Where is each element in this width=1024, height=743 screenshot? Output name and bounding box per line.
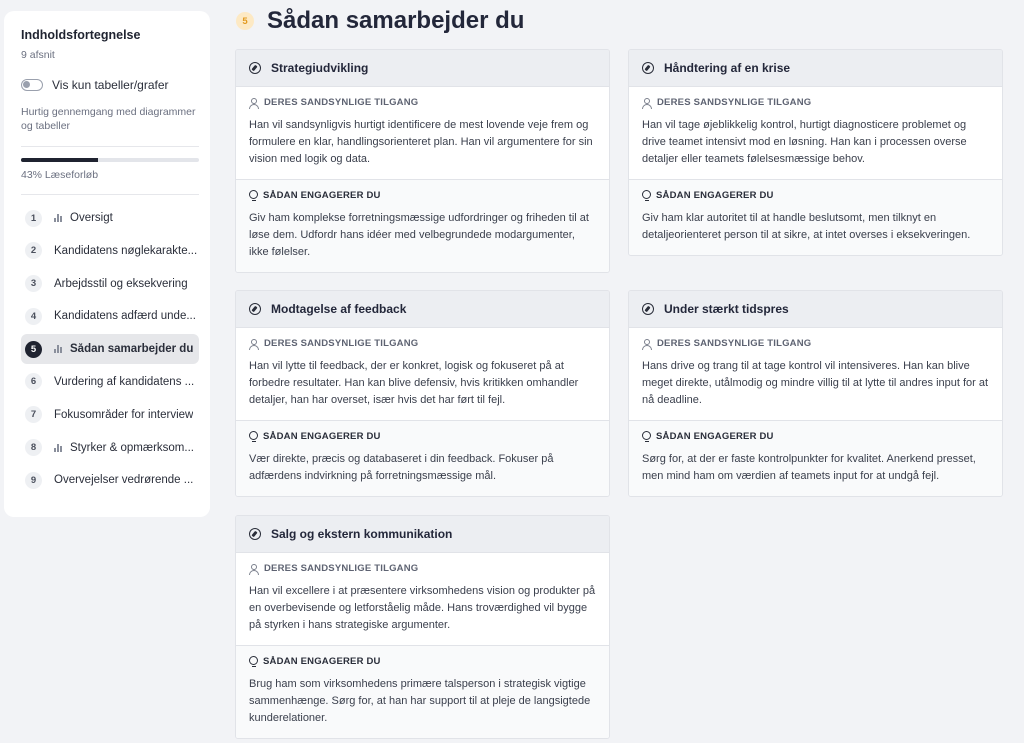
person-icon [249, 564, 258, 574]
card-title: Strategiudvikling [271, 61, 369, 75]
toc-item-9[interactable] [21, 465, 199, 495]
person-icon [642, 339, 651, 349]
engage-label: SÅDAN ENGAGERER DU [656, 190, 774, 201]
toc-item-3[interactable] [21, 269, 199, 299]
card-title: Under stærkt tidspres [664, 302, 789, 316]
toc-item-1[interactable] [21, 203, 199, 233]
toc-item-number: 3 [25, 275, 42, 292]
approach-label: DERES SANDSYNLIGE TILGANG [657, 338, 812, 349]
card-title: Modtagelse af feedback [271, 302, 407, 316]
reading-progress-bar [21, 158, 199, 162]
lightbulb-icon [249, 431, 257, 442]
engage-text: Giv ham komplekse forretningsmæssige udfordringer og friheden til at løse dem. Udfordr hans idéer med velbegrundede modargumenter, ikke følelser. [249, 212, 589, 258]
scenario-card [235, 515, 610, 739]
lightbulb-icon [249, 656, 257, 667]
toc-item-label: Kandidatens nøglekarakte... [54, 244, 198, 257]
engage-label: SÅDAN ENGAGERER DU [656, 431, 774, 442]
page-title: Sådan samarbejder du [267, 7, 525, 34]
engage-label: SÅDAN ENGAGERER DU [263, 190, 381, 201]
person-icon [249, 339, 258, 349]
card-header [236, 291, 609, 328]
bar-chart-icon [54, 345, 64, 353]
divider [21, 194, 199, 195]
bar-chart-icon [54, 444, 64, 452]
toc-section-count: 9 afsnit [21, 49, 55, 61]
approach-label: DERES SANDSYNLIGE TILGANG [264, 563, 419, 574]
engage-text: Brug ham som virksomhedens primære talsperson i strategisk vigtige sammenhænge. Sørg for, at han har support til at pleje de langsigtede kunderelationer. [249, 678, 591, 724]
toc-item-number: 1 [25, 210, 42, 227]
lightbulb-icon [642, 431, 650, 442]
toc-item-label: Overvejelser vedrørende ... [54, 474, 194, 487]
toc-item-number: 5 [25, 341, 42, 358]
approach-text: Han vil lytte til feedback, der er konkret, logisk og fokuseret på at forbedre resultater. Han kan blive defensiv, hvis kritikken omhandler detaljer, han har overset, især hvis det har ført til fejl. [249, 360, 579, 406]
approach-label-row [642, 338, 989, 349]
compass-icon [249, 62, 261, 74]
toc-item-8[interactable] [21, 433, 199, 463]
compass-icon [642, 303, 654, 315]
approach-section [236, 553, 609, 645]
engage-section [236, 420, 609, 496]
table-of-contents-sidebar [4, 11, 210, 517]
toc-item-7[interactable] [21, 400, 199, 430]
toc-item-4[interactable] [21, 301, 199, 331]
approach-label: DERES SANDSYNLIGE TILGANG [264, 97, 419, 108]
scenario-card [235, 290, 610, 497]
engage-section [236, 645, 609, 738]
tables-only-toggle-row[interactable] [21, 78, 199, 92]
toc-title: Indholdsfortegnelse [21, 28, 141, 42]
approach-text: Han vil sandsynligvis hurtigt identificere de mest lovende veje frem og formulere en klar, handlingsorienteret plan. Han vil argumentere for sin vision med logik og data. [249, 119, 593, 165]
engage-section [629, 420, 1002, 496]
approach-label: DERES SANDSYNLIGE TILGANG [657, 97, 812, 108]
toc-item-2[interactable] [21, 236, 199, 266]
approach-text: Han vil excellere i at præsentere virksomhedens vision og produkter på en overbevisende og letforståelig måde. Hans troværdighed vil bygge på styrken i hans strategiske argumenter. [249, 585, 596, 631]
reading-progress-label: 43% Læseforløb [21, 169, 99, 181]
toc-item-number: 9 [25, 472, 42, 489]
approach-label-row [642, 97, 989, 108]
engage-label: SÅDAN ENGAGERER DU [263, 656, 381, 667]
toc-item-label: Oversigt [70, 212, 113, 224]
approach-section [629, 328, 1002, 420]
engage-text: Vær direkte, præcis og databaseret i din feedback. Fokuser på adfærdens indvirkning på forretningsmæssige mål. [249, 453, 554, 482]
approach-label-row [249, 97, 596, 108]
toc-item-6[interactable] [21, 367, 199, 397]
compass-icon [642, 62, 654, 74]
engage-label: SÅDAN ENGAGERER DU [263, 431, 381, 442]
card-header [236, 516, 609, 553]
engage-section [629, 179, 1002, 255]
engage-label-row [249, 656, 596, 667]
toc-item-number: 8 [25, 439, 42, 456]
approach-label-row [249, 563, 596, 574]
toc-item-label: Kandidatens adfærd unde... [54, 310, 196, 323]
card-header [629, 291, 1002, 328]
card-header [236, 50, 609, 87]
toc-item-5[interactable] [21, 334, 199, 364]
toc-item-number: 2 [25, 242, 42, 259]
section-number-badge: 5 [236, 12, 254, 30]
engage-label-row [249, 431, 596, 442]
engage-section [236, 179, 609, 272]
toc-item-label: Vurdering af kandidatens ... [54, 375, 195, 388]
approach-section [236, 87, 609, 179]
toc-item-label: Sådan samarbejder du [70, 343, 194, 356]
engage-label-row [642, 190, 989, 201]
scenario-card [628, 290, 1003, 497]
reading-progress-fill [21, 158, 98, 162]
compass-icon [249, 528, 261, 540]
toc-item-label: Styrker & opmærksom... [70, 441, 194, 454]
approach-text: Han vil tage øjeblikkelig kontrol, hurtigt diagnosticere problemet og drive teamet intensivt mod en løsning. Han kan i processen overse detaljer eller teamets følelsesmæssige behov. [642, 119, 967, 165]
engage-label-row [249, 190, 596, 201]
card-header [629, 50, 1002, 87]
compass-icon [249, 303, 261, 315]
person-icon [642, 98, 651, 108]
toc-nav [21, 203, 199, 495]
engage-label-row [642, 431, 989, 442]
toc-item-label: Arbejdsstil og eksekvering [54, 277, 188, 290]
card-title: Håndtering af en krise [664, 61, 791, 75]
lightbulb-icon [642, 190, 650, 201]
scenario-card [235, 49, 610, 273]
divider [21, 146, 199, 147]
engage-text: Giv ham klar autoritet til at handle beslutsomt, men tilknyt en detaljeorienteret person til at sikre, at intet overses i eksekveringen. [642, 212, 971, 241]
toggle-hint: Hurtig gennemgang med diagrammer og tabeller [21, 106, 196, 132]
approach-text: Hans drive og trang til at tage kontrol vil intensiveres. Han kan blive meget direkte, utålmodig og mindre villig til at lytte til andres input for at nå deadline. [642, 360, 989, 406]
approach-label: DERES SANDSYNLIGE TILGANG [264, 338, 419, 349]
toc-item-number: 4 [25, 308, 42, 325]
toc-item-label: Fokusområder for interview [54, 408, 194, 421]
tables-only-toggle[interactable] [21, 79, 43, 91]
scenario-card [628, 49, 1003, 256]
engage-text: Sørg for, at der er faste kontrolpunkter for kvalitet. Anerkend presset, men mind ham om værdien af teamets input for at undgå fejl. [642, 453, 976, 482]
approach-section [236, 328, 609, 420]
tables-only-toggle-label[interactable]: Vis kun tabeller/grafer [52, 78, 169, 92]
lightbulb-icon [249, 190, 257, 201]
toc-item-number: 6 [25, 373, 42, 390]
approach-section [629, 87, 1002, 179]
bar-chart-icon [54, 214, 64, 222]
person-icon [249, 98, 258, 108]
toc-item-number: 7 [25, 406, 42, 423]
approach-label-row [249, 338, 596, 349]
card-title: Salg og ekstern kommunikation [271, 527, 453, 541]
